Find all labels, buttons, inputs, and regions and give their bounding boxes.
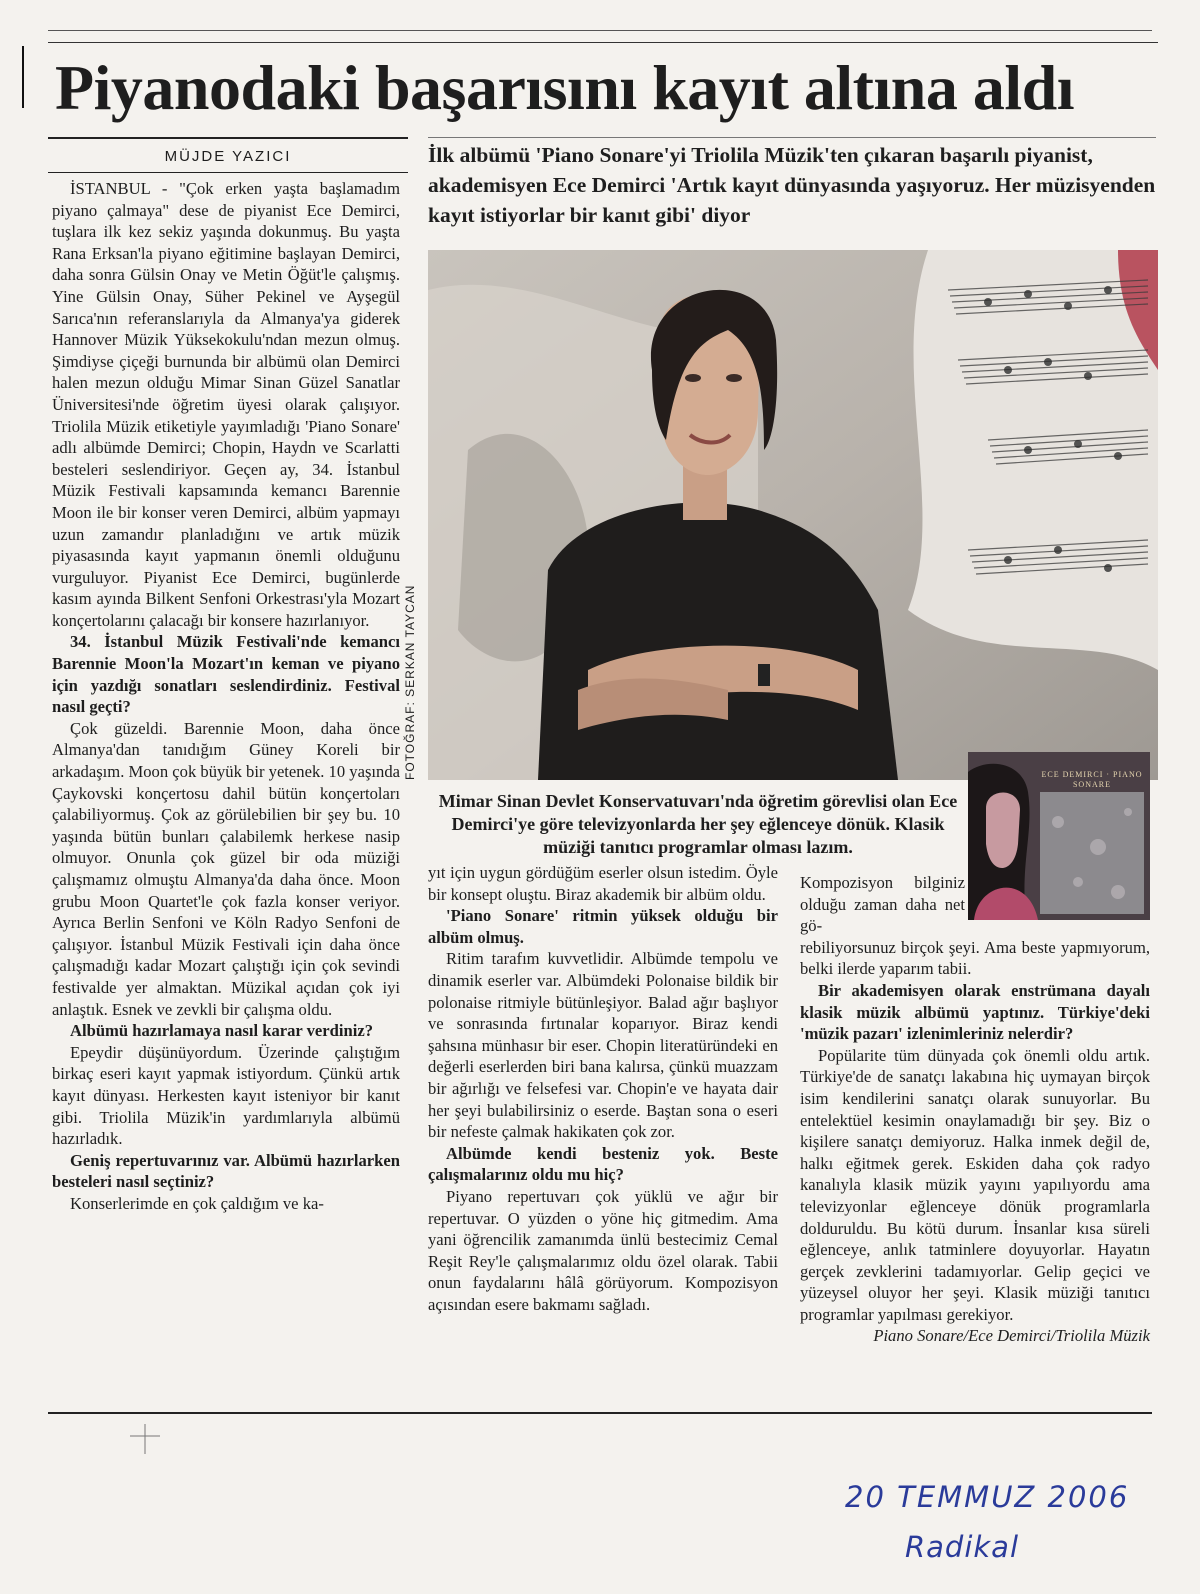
answer-3-start: Konserlerimde en çok çaldığım ve ka-: [70, 1193, 324, 1213]
crop-mark-icon: [130, 1424, 160, 1454]
portrait-illustration: [428, 250, 1158, 780]
question-4: 'Piano Sonare' ritmin yüksek olduğu bir albüm olmuş.: [428, 906, 778, 947]
question-1: 34. İstanbul Müzik Festivali'nde kemancı Barennie Moon'la Mozart'ın keman ve piyano için yazdığı sonatları seslendirdiniz. Festival nasıl geçti?: [52, 632, 400, 717]
headline-rule-right: [428, 137, 1156, 138]
column-3: [800, 872, 1150, 1347]
left-edge-mark: [22, 46, 24, 108]
intro-paragraph: İSTANBUL - "Çok erken yaşta başlamadım piyano çalmaya" dese de piyanist Ece Demirci, tuşlara ilk kez sekiz yaşında dokunmuş. Bu yaşta Rana Erksan'la piyano eğitimine başlayan Demirci, daha sonra Gülsin Onay ve Metin Öğüt'le çalışmış. Yine Gülsin Onay, Süher Pekinel ve Ayşegül Sarıca'nın referanslarıyla da Almanya'ya giderek Hannover Müzik Yüksekokulu'ndan mezun olmuş. Şimdiyse çiçeği burnunda bir albümü olan Demirci halen mezun olduğu Mimar Sinan Güzel Sanatlar Üniversitesi'nde öğretim üyesi olarak çalışıyor. Triolila Müzik etiketiyle yayımladığı 'Piano Sonare' adlı albümde Demirci; Chopin, Haydn ve Scarlatti besteleri seslendiriyor. Geçen ay, 34. İstanbul Müzik Festivali kapsamında kemancı Barennie Moon ile bir konser veren Demirci, albüm yapmayı uzun zamandır planladığını ve artık müzik piyasasında kayıt yapmanın önemli olduğunu vurguluyor. Piyanist Ece Demirci, bugünlerde kasım ayında Bilkent Senfoni Orkestrası'yla Mozart konçertolarını çalacağı bir konsere hazırlanıyor.: [52, 179, 400, 630]
answer-5: Piyano repertuvarı çok yüklü ve ağır bir repertuvar. O yüzden o yöne hiç gitmedim. Ama yani öğrencilik zamanımda ünlü bestecimiz Cemal Reşit Rey'le çalışmalarımız oldu özel olarak. Tabii onun faydalarını hâlâ görüyorum. Kompozisyon açısından esere bakmamı sağladı.: [428, 1186, 778, 1314]
album-attribution: Piano Sonare/Ece Demirci/Triolila Müzik: [873, 1326, 1150, 1346]
answer-5-continued-b: rebiliyorsunuz birçok şeyi. Ama beste yapmıyorum, belki ilerde yaparım tabii.: [800, 937, 1150, 979]
portrait-photo: [428, 250, 1158, 780]
bottom-rule: [48, 1412, 1152, 1414]
answer-6: Popülarite tüm dünyada çok önemli oldu artık. Türkiye'de de sanatçı lakabına hiç uymayan birçok isim kendilerini sanatçı olarak sunuyorlar. Bu entelektüel kesimin onaylamadığı bir şey. Biz o kişilere sanatçı demiyoruz. Halka inmek değil de, halkı eğitmek gerek. Eskiden daha çok radyo kanalıyla klasik müzik yayını yapılıyordu ama televizyonlar eğlenceye dönük programlarla dolduruldu. Bu kötü durum. İnsanlar kısa süreli eğlenceye, anlık tatminlere doyuyorlar. Hayatın gerçek zevklerini tadamıyorlar. Gelip geçici ve yüzeysel oluyor her şeyi. Klasik müziği tanıtıcı programlar yapılması gerekiyor.: [800, 1045, 1150, 1324]
answer-3-continued: yıt için uygun gördüğüm eserler olsun istedim. Öyle bir konsept oluştu. Biraz akademik bir albüm oldu.: [428, 863, 778, 904]
deck: İlk albümü 'Piano Sonare'yi Triolila Müzik'ten çıkaran başarılı piyanist, akademisyen Ece Demirci 'Artık kayıt dünyasında yaşıyoruz. Her müzisyenden kayıt istiyorlar bir kanıt gibi' diyor: [428, 143, 1156, 227]
question-6: Bir akademisyen olarak enstrümana dayalı klasik müzik albümü yaptınız. Türkiye'deki 'müzik pazarı' izlenimleriniz nelerdir?: [800, 980, 1150, 1044]
album-cover-title: ECE DEMIRCI · PIANO SONARE: [1041, 770, 1143, 789]
answer-5-continued-a: Kompozisyon bilginiz olduğu zaman daha net gö-: [800, 873, 965, 936]
question-3: Geniş repertuvarınız var. Albümü hazırlarken besteleri nasıl seçtiniz?: [52, 1150, 400, 1192]
question-5: Albümde kendi besteniz yok. Beste çalışmalarınız oldu mu hiç?: [428, 1143, 778, 1185]
headline: Piyanodaki başarısını kayıt altına aldı: [55, 52, 1074, 123]
answer-4: Ritim tarafım kuvvetlidir. Albümde tempolu ve dinamik eserler var. Albümdeki Polonaise bildik bir polonaise ritmiyle bütünleşiyor. Balad ağır başlıyor ve sonrasında fırtınalar koparıyor. Biraz kendi şahsına münhasır bir eser. Chopin literatüründeki en değerli eserlerden biri bana kalırsa, çünkü muazzam bir ağırlığı ve felsefesi var. Chopin'e ve hayata dair her şeyi bulabilirsiniz o eserde. Baştan sona o eseri bir nefeste çalmak hakikaten çok zor.: [428, 949, 778, 1142]
top-rule: [48, 30, 1152, 31]
byline-rule: [48, 172, 408, 173]
question-2: Albümü hazırlamaya nasıl karar verdiniz?: [70, 1021, 374, 1041]
headline-rule-left: [48, 137, 408, 139]
handwritten-newspaper-name: Radikal: [905, 1530, 1020, 1564]
column-1: [52, 178, 400, 1215]
column-2: [428, 862, 778, 1315]
photo-caption: Mimar Sinan Devlet Konservatuvarı'nda öğretim görevlisi olan Ece Demirci'ye göre televizyonlarda her şey eğlenceye dönük. Klasik müziği tanıtıcı programlar olması lazım.: [438, 791, 958, 857]
byline: MÜJDE YAZICI: [164, 148, 292, 165]
photo-credit: FOTOĞRAF: SERKAN TAYCAN: [403, 584, 417, 780]
answer-2: Epeydir düşünüyordum. Üzerinde çalıştığım birkaç eseri kayıt yapmak istiyordum. Çünkü artık kayıt dünyası. Herkesten kayıt isteniyor bir kanıt gibi. Triolila Müzik'in yardımlarıyla albümü hazırladık.: [52, 1042, 400, 1149]
answer-1: Çok güzeldi. Barennie Moon, daha önce Almanya'dan tanıdığım Güney Koreli bir arkadaşım. Moon çok büyük bir yetenek. 10 yaşında Çaykovski konçertosu dahil bütün konçertoları çalabiliyormuş. Çok az görülebilien bir şey bu. 10 yaşında bütün bunları çalabilemk herkese nasip olmuyor. Onunla çok güzel bir oda müziği çalışmamız olmuştu Almanya'da daha önce. Moon grubu Moon Quartet'le çok fazla konser veriyor. Ayrıca Berlin Senfoni ve Köln Radyo Senfoni de çalışıyor. İstanbul Müzik Festivali için daha önce çalışmadığı kadar Mozart çalıştığı için çok sevindi festivalde yer almaktan. Müzikal açıdan çok iyi anlaştık. Esnek ve zevkli bir çalışma oldu.: [52, 718, 400, 1019]
handwritten-date: 20 TEMMUZ 2006: [845, 1480, 1130, 1514]
headline-rule-top: [48, 42, 1158, 43]
